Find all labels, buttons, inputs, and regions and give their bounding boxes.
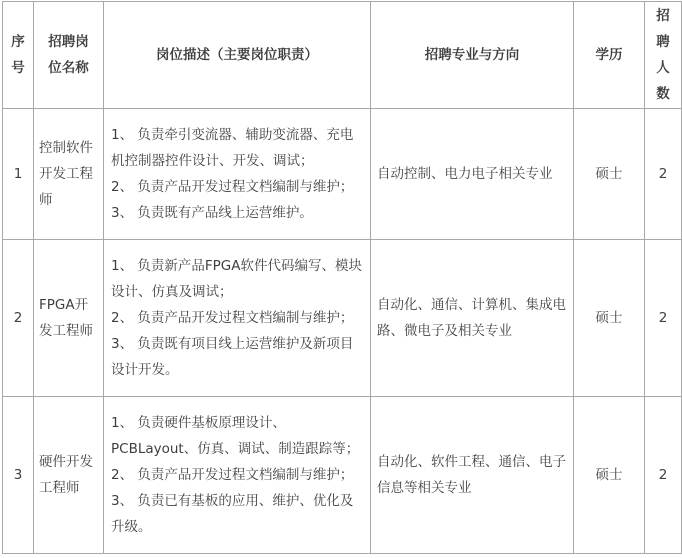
- row-major: 自动化、通信、计算机、集成电路、微电子及相关专业: [371, 240, 574, 397]
- header-count: 招聘人数: [645, 2, 682, 109]
- header-description: 岗位描述（主要岗位职责）: [104, 2, 371, 109]
- row-degree: 硕士: [574, 240, 645, 397]
- table-row: [3, 240, 682, 397]
- row-count: 2: [645, 109, 682, 240]
- header-major: 招聘专业与方向: [371, 2, 574, 109]
- desc-line: 2、 负责产品开发过程文档编制与维护；: [111, 179, 354, 195]
- desc-line: 1、 负责硬件基板原理设计、PCBLayout、仿真、调试、制造跟踪等；: [111, 415, 360, 457]
- header-row: [3, 2, 682, 109]
- desc-line: 1、 负责新产品FPGA软件代码编写、模块设计、仿真及调试；: [111, 258, 362, 300]
- desc-line: 2、 负责产品开发过程文档编制与维护；: [111, 310, 354, 326]
- desc-line: 3、 负责既有项目线上运营维护及新项目设计开发。: [111, 336, 354, 378]
- row-count: 2: [645, 240, 682, 397]
- header-position-name: 招聘岗位名称: [34, 2, 104, 109]
- row-description: [104, 109, 371, 240]
- row-major: 自动控制、电力电子相关专业: [371, 109, 574, 240]
- row-major: 自动化、软件工程、通信、电子信息等相关专业: [371, 397, 574, 554]
- row-no: 1: [3, 109, 34, 240]
- desc-line: 3、 负责已有基板的应用、维护、优化及升级。: [111, 493, 354, 535]
- desc-line: 3、 负责既有产品线上运营维护。: [111, 205, 313, 221]
- table-row: [3, 397, 682, 554]
- row-degree: 硕士: [574, 397, 645, 554]
- header-no: 序号: [3, 2, 34, 109]
- recruitment-table: [2, 1, 682, 554]
- header-degree: 学历: [574, 2, 645, 109]
- row-no: 3: [3, 397, 34, 554]
- desc-line: 1、 负责牵引变流器、辅助变流器、充电机控制器控件设计、开发、调试；: [111, 127, 354, 169]
- row-description: [104, 240, 371, 397]
- row-count: 2: [645, 397, 682, 554]
- row-position-name: FPGA开发工程师: [34, 240, 104, 397]
- row-degree: 硕士: [574, 109, 645, 240]
- row-no: 2: [3, 240, 34, 397]
- row-description: [104, 397, 371, 554]
- desc-line: 2、 负责产品开发过程文档编制与维护；: [111, 467, 354, 483]
- row-position-name: 硬件开发工程师: [34, 397, 104, 554]
- table-row: [3, 109, 682, 240]
- row-position-name: 控制软件开发工程师: [34, 109, 104, 240]
